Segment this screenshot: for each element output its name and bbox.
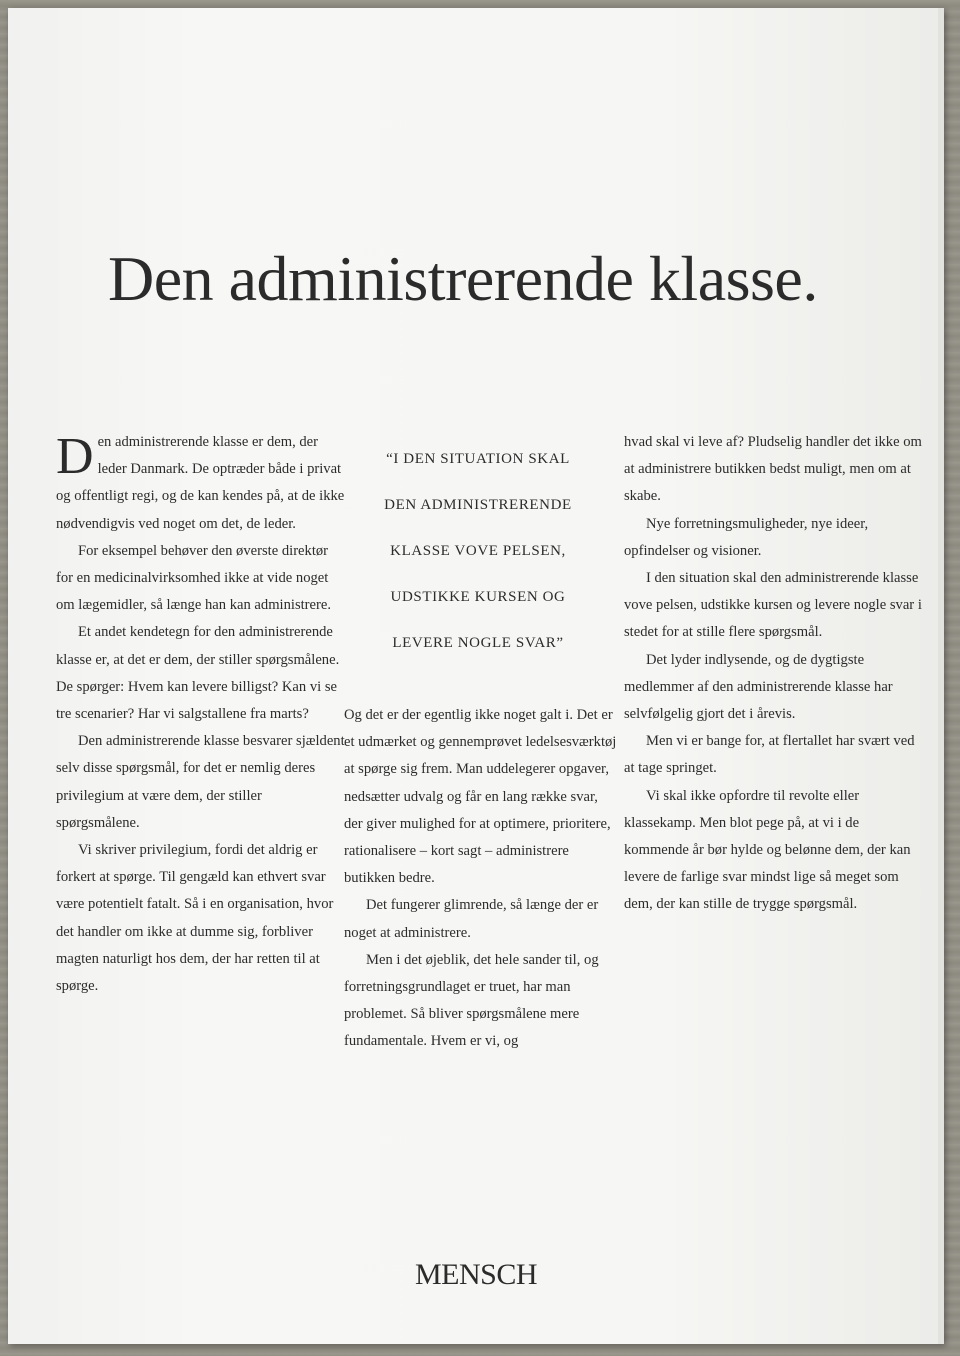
pull-quote-line: DEN ADMINISTRERENDE — [384, 497, 572, 513]
paragraph — [56, 429, 346, 538]
pull-quote-line: UDSTIKKE KURSEN OG — [390, 589, 566, 605]
paragraph: Det lyder indlysende, og de dygtigste medlemmer af den administrerende klasse har selvfølgelig gjort det i årevis. — [624, 651, 893, 723]
pull-quote-line: LEVERE NOGLE SVAR” — [392, 635, 564, 651]
pull-quote-line: KLASSE VOVE PELSEN, — [390, 543, 566, 559]
brand-signature: MENSCH — [414, 1258, 538, 1291]
paragraph: Den administrerende klasse besvarer sjældent selv disse spørgsmål, for det er nemlig deres privilegium at være dem, der stiller spørgsmålene. — [56, 733, 345, 831]
paragraph: Det fungerer glimrende, så længe der er noget at administrere. — [344, 897, 599, 941]
paragraph-text: en administrerende klasse er dem, der leder Danmark. De optræder både i privat og offentligt regi, og de kan kendes på, at de ikke nødvendigvis ved noget om det, de leder. — [56, 434, 345, 532]
paragraph: Vi skal ikke opfordre til revolte eller klassekamp. Men blot pege på, at vi i de kommende år bør hylde og belønne dem, der kan levere de farlige svar mindst lige så meget som dem, der kan stille de trygge spørgsmål. — [624, 787, 911, 913]
middle-text-column — [344, 702, 619, 1056]
printed-page — [8, 8, 944, 1344]
left-text-column — [56, 429, 346, 1000]
paragraph: Men i det øjeblik, det hele sander til, og forretningsgrundlaget er truet, har man problemet. Så bliver spørgsmålene mere fundamentale. Hvem er vi, og — [344, 951, 599, 1050]
paragraph: For eksempel behøver den øverste direktør for en medicinalvirksomhed ikke at vide noget om lægemidler, så længe han kan administrere. — [56, 542, 332, 614]
right-text-column — [624, 429, 924, 919]
paragraph: Men vi er bange for, at flertallet har svært ved at tage springet. — [624, 733, 915, 777]
paragraph: Nye forretningsmuligheder, nye ideer, opfindelser og visioner. — [624, 515, 869, 559]
paragraph: Vi skriver privilegium, fordi det aldrig er forkert at spørge. Til gengæld kan ethvert svar være potentielt fatalt. Så i en organisation, hvor det handler om ikke at dumme sig, forbliver magten naturligt hos dem, der har retten til at spørge. — [56, 842, 334, 995]
paragraph: Og det er der egentlig ikke noget galt i. Det er et udmærket og gennemprøvet ledelsesværktøj at spørge sig frem. Man uddelegerer opgaver, nedsætter udvalg og får en lang række svar, der giver mulighed for at optimere, prioritere, rationalisere – kort sagt – administrere butikken bedre. — [344, 707, 617, 887]
paragraph: Et andet kendetegn for den administrerende klasse er, at det er dem, der stiller spørgsmålene. De spørger: Hvem kan levere billigst? Kan vi se tre scenarier? Har vi salgstallene fra marts? — [56, 624, 340, 723]
drop-cap: D — [56, 428, 94, 485]
pull-quote-line: “I DEN SITUATION SKAL — [386, 451, 570, 467]
pull-quote — [353, 436, 603, 666]
paragraph: I den situation skal den administrerende klasse vove pelsen, udstikke kursen og levere nogle svar i stedet for at stille flere spørgsmål. — [624, 570, 922, 641]
page-title: Den administrerende klasse. — [108, 243, 818, 314]
paragraph: hvad skal vi leve af? Pludselig handler det ikke om at administrere butikken bedst muligt, men om at skabe. — [624, 434, 922, 505]
